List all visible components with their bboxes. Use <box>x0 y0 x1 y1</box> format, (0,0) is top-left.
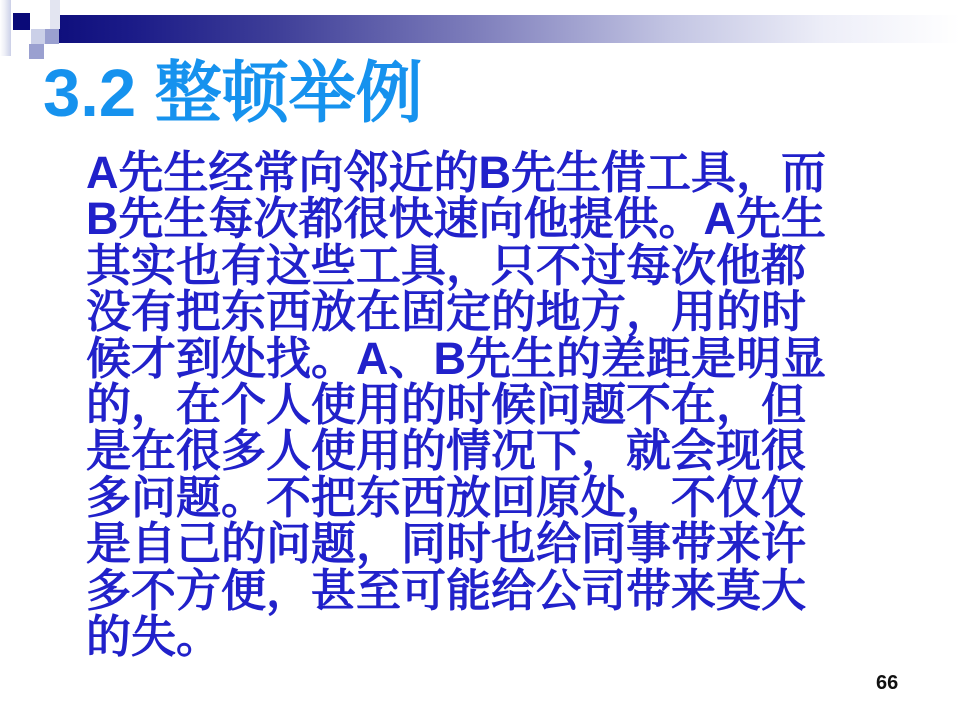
body-line <box>86 146 896 199</box>
cjk-text-run: 候才到处找。 <box>86 331 357 385</box>
cjk-text-run: 先生借工具，而 <box>511 146 827 199</box>
latin-text-run: B <box>433 332 467 384</box>
latin-text-run: A <box>86 147 119 198</box>
body-line <box>86 563 896 617</box>
left-gradient-strip <box>0 0 11 56</box>
header-gradient-bar <box>59 15 960 43</box>
body-line <box>86 609 896 663</box>
cjk-text-run: 没有把东西放在固定的地方，用的时 <box>86 285 807 339</box>
deco-square-medium <box>45 29 59 44</box>
latin-text-run: 3.2 <box>43 56 155 131</box>
body-line <box>86 377 896 431</box>
cjk-text-run: 多问题。不把东西放回原处，不仅仅 <box>86 470 807 524</box>
body-line <box>86 192 896 246</box>
cjk-text-run: 先生 <box>736 192 827 246</box>
deco-square-navy <box>13 13 30 30</box>
body-line <box>86 424 896 478</box>
cjk-text-run: 多不方便，甚至可能给公司带来莫大 <box>86 563 807 617</box>
latin-text-run: B <box>478 147 512 198</box>
cjk-text-run: 是自己的问题，同时也给同事带来许 <box>86 517 807 571</box>
cjk-text-run: 的失。 <box>86 609 222 663</box>
cjk-text-run: 的，在个人使用的时候问题不在，但 <box>86 377 807 431</box>
latin-text-run: A <box>703 193 737 245</box>
latin-text-run: A <box>356 332 389 384</box>
deco-square-medium-2 <box>29 44 44 59</box>
body-line <box>86 285 896 339</box>
body-line <box>86 331 896 385</box>
cjk-text-run: 先生每次都很快速向他提供。 <box>118 192 704 246</box>
body-paragraph <box>86 146 896 663</box>
slide-title <box>43 54 423 132</box>
cjk-text-run: 其实也有这些工具，只不过每次他都 <box>86 238 807 292</box>
body-line <box>86 238 896 292</box>
cjk-text-run: 整顿举例 <box>154 53 423 132</box>
cjk-text-run: 是在很多人使用的情况下，就会现很 <box>86 424 807 478</box>
cjk-text-run: 先生的差距是明显 <box>466 331 827 385</box>
deco-square-light <box>31 29 45 44</box>
latin-text-run: B <box>86 193 119 245</box>
cjk-text-run: 先生经常向邻近的 <box>118 146 479 199</box>
deco-square-pale <box>50 0 60 29</box>
page-number: 66 <box>876 672 899 694</box>
cjk-text-run: 、 <box>388 331 434 385</box>
body-line <box>86 517 896 571</box>
body-line <box>86 470 896 524</box>
